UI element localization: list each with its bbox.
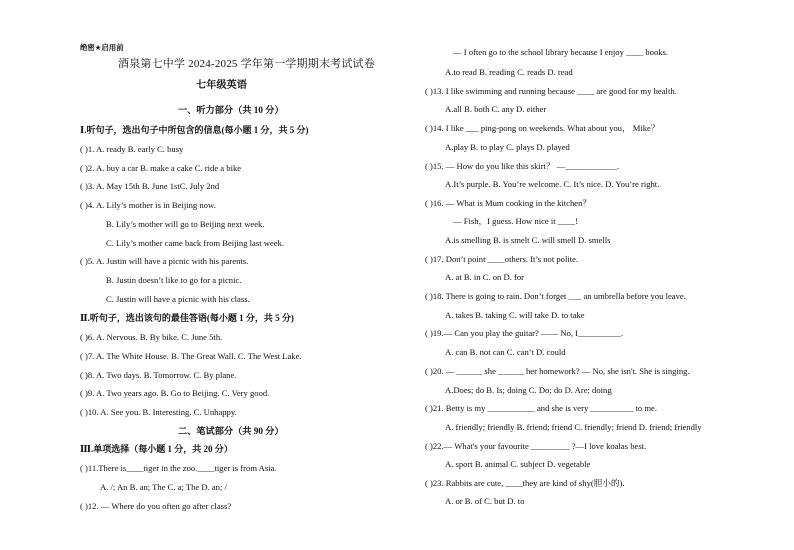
confidential-stamp: 绝密★启用前 [80, 43, 124, 52]
question-line: ( )4. A. Lily’s mother is in Beijing now. [80, 200, 216, 210]
question-line: A. /; An B. an; The C. a; The D. an; / [100, 482, 227, 492]
question-line: ( )2. A. buy a car B. make a cake C. ride a bike [80, 163, 242, 173]
question-line: ( )23. Rabbits are cute, ____they are kind of shy(胆小的). [425, 478, 625, 488]
question-line: A.play B. to play C. plays D. played [445, 142, 570, 152]
question-line: C. Lily’s mother came back from Beijing last week. [106, 238, 285, 248]
question-line: 二、笔试部分（共 90 分） [178, 426, 284, 436]
question-line: ( )20. — ______ she ______ her homework? — No, she isn't. She is singing. [425, 366, 690, 376]
question-line: Ⅱ.听句子，选出该句的最佳答语(每小题 1 分，共 5 分) [80, 313, 294, 323]
question-line: ( )12. — Where do you often go after class? [80, 501, 232, 511]
question-line: A. takes B. taking C. will take D. to take [445, 310, 585, 320]
question-line: Ⅲ.单项选择（每小题 1 分，共 20 分） [80, 444, 233, 454]
question-line: ( )8. A. Two days. B. Tomorrow. C. By plane. [80, 370, 237, 380]
question-line: ( )7. A. The White House. B. The Great Wall. C. The West Lake. [80, 351, 302, 361]
question-line: A.to read B. reading C. reads D. read [445, 67, 573, 77]
question-line: ( )5. A. Justin will have a picnic with his parents. [80, 256, 249, 266]
question-line: A.all B. both C. any D. either [445, 104, 547, 114]
question-line: A. can B. not can C. can’t D. could [445, 347, 566, 357]
question-line: ( )19.— Can you play the guitar? —— No, I__________. [425, 328, 624, 338]
question-line: A.Does; do B. Is; doing C. Do; do D. Are; doing [445, 385, 612, 395]
question-line: A. at B. in C. on D. for [445, 272, 525, 282]
exam-title: 酒泉第七中学 2024-2025 学年第一学期期末考试试卷 [118, 58, 375, 70]
question-line: B. Lily’s mother will go to Beijing next week. [106, 219, 265, 229]
question-line: ( )10. A. See you. B. Interesting. C. Unhappy. [80, 407, 237, 417]
question-line: — Fish，I guess. How nice it ____! [453, 216, 578, 226]
question-line: ( )14. I like ___ ping-pong on weekends. What about you， Mike？ [425, 123, 660, 133]
question-line: ( )22.— What's your favourite _________ ?—I love koalas best. [425, 441, 647, 451]
question-line: B. Justin doesn’t like to go for a picnic. [106, 275, 242, 285]
question-line: A. friendly; friendly B. friend; friend C. friendly; friend D. friend; friendly [445, 422, 702, 432]
question-line: ( )9. A. Two years ago. B. Go to Beijing. C. Very good. [80, 388, 270, 398]
question-line: ( )18. There is going to rain. Don’t forget ___ an umbrella before you leave. [425, 291, 686, 301]
question-line: ( )17. Don’t point ____others. It’s not polite. [425, 254, 579, 264]
question-line: A.It’s purple. B. You’re welcome. C. It’s nice. D. You’re right. [445, 179, 660, 189]
question-line: ( )21. Betty is my ___________ and she is very __________ to me. [425, 403, 658, 413]
question-line: ( )13. I like swimming and running because ____ are good for my health. [425, 86, 677, 96]
question-line: A. or B. of C. but D. to [445, 496, 525, 506]
question-line: ( )3. A. May 15th B. June 1stC. July 2nd [80, 181, 220, 191]
question-line: ( )15. — How do you like this skirt？ —____________. [425, 161, 620, 171]
question-line: ( )16. — What is Mum cooking in the kitchen？ [425, 198, 591, 208]
question-line: ( )6. A. Nervous. B. By bike. C. June 5th. [80, 332, 223, 342]
question-line: — I often go to the school library because I enjoy ____ books. [453, 47, 669, 57]
question-line: A.is smelling B. is smelt C. will smell D. smells [445, 235, 611, 245]
grade-subject: 七年级英语 [196, 80, 247, 91]
question-line: Ⅰ.听句子，选出句子中所包含的信息(每小题 1 分，共 5 分) [80, 125, 309, 135]
question-line: C. Justin will have a picnic with his class. [106, 294, 250, 304]
question-line: ( )1. A. ready B. early C. busy [80, 144, 184, 154]
question-line: A. sport B. animal C. subject D. vegetable [445, 459, 591, 469]
question-line: 一、听力部分（共 10 分） [178, 105, 284, 115]
question-line: ( )11.There is____tiger in the zoo.____tiger is from Asia. [80, 463, 277, 473]
